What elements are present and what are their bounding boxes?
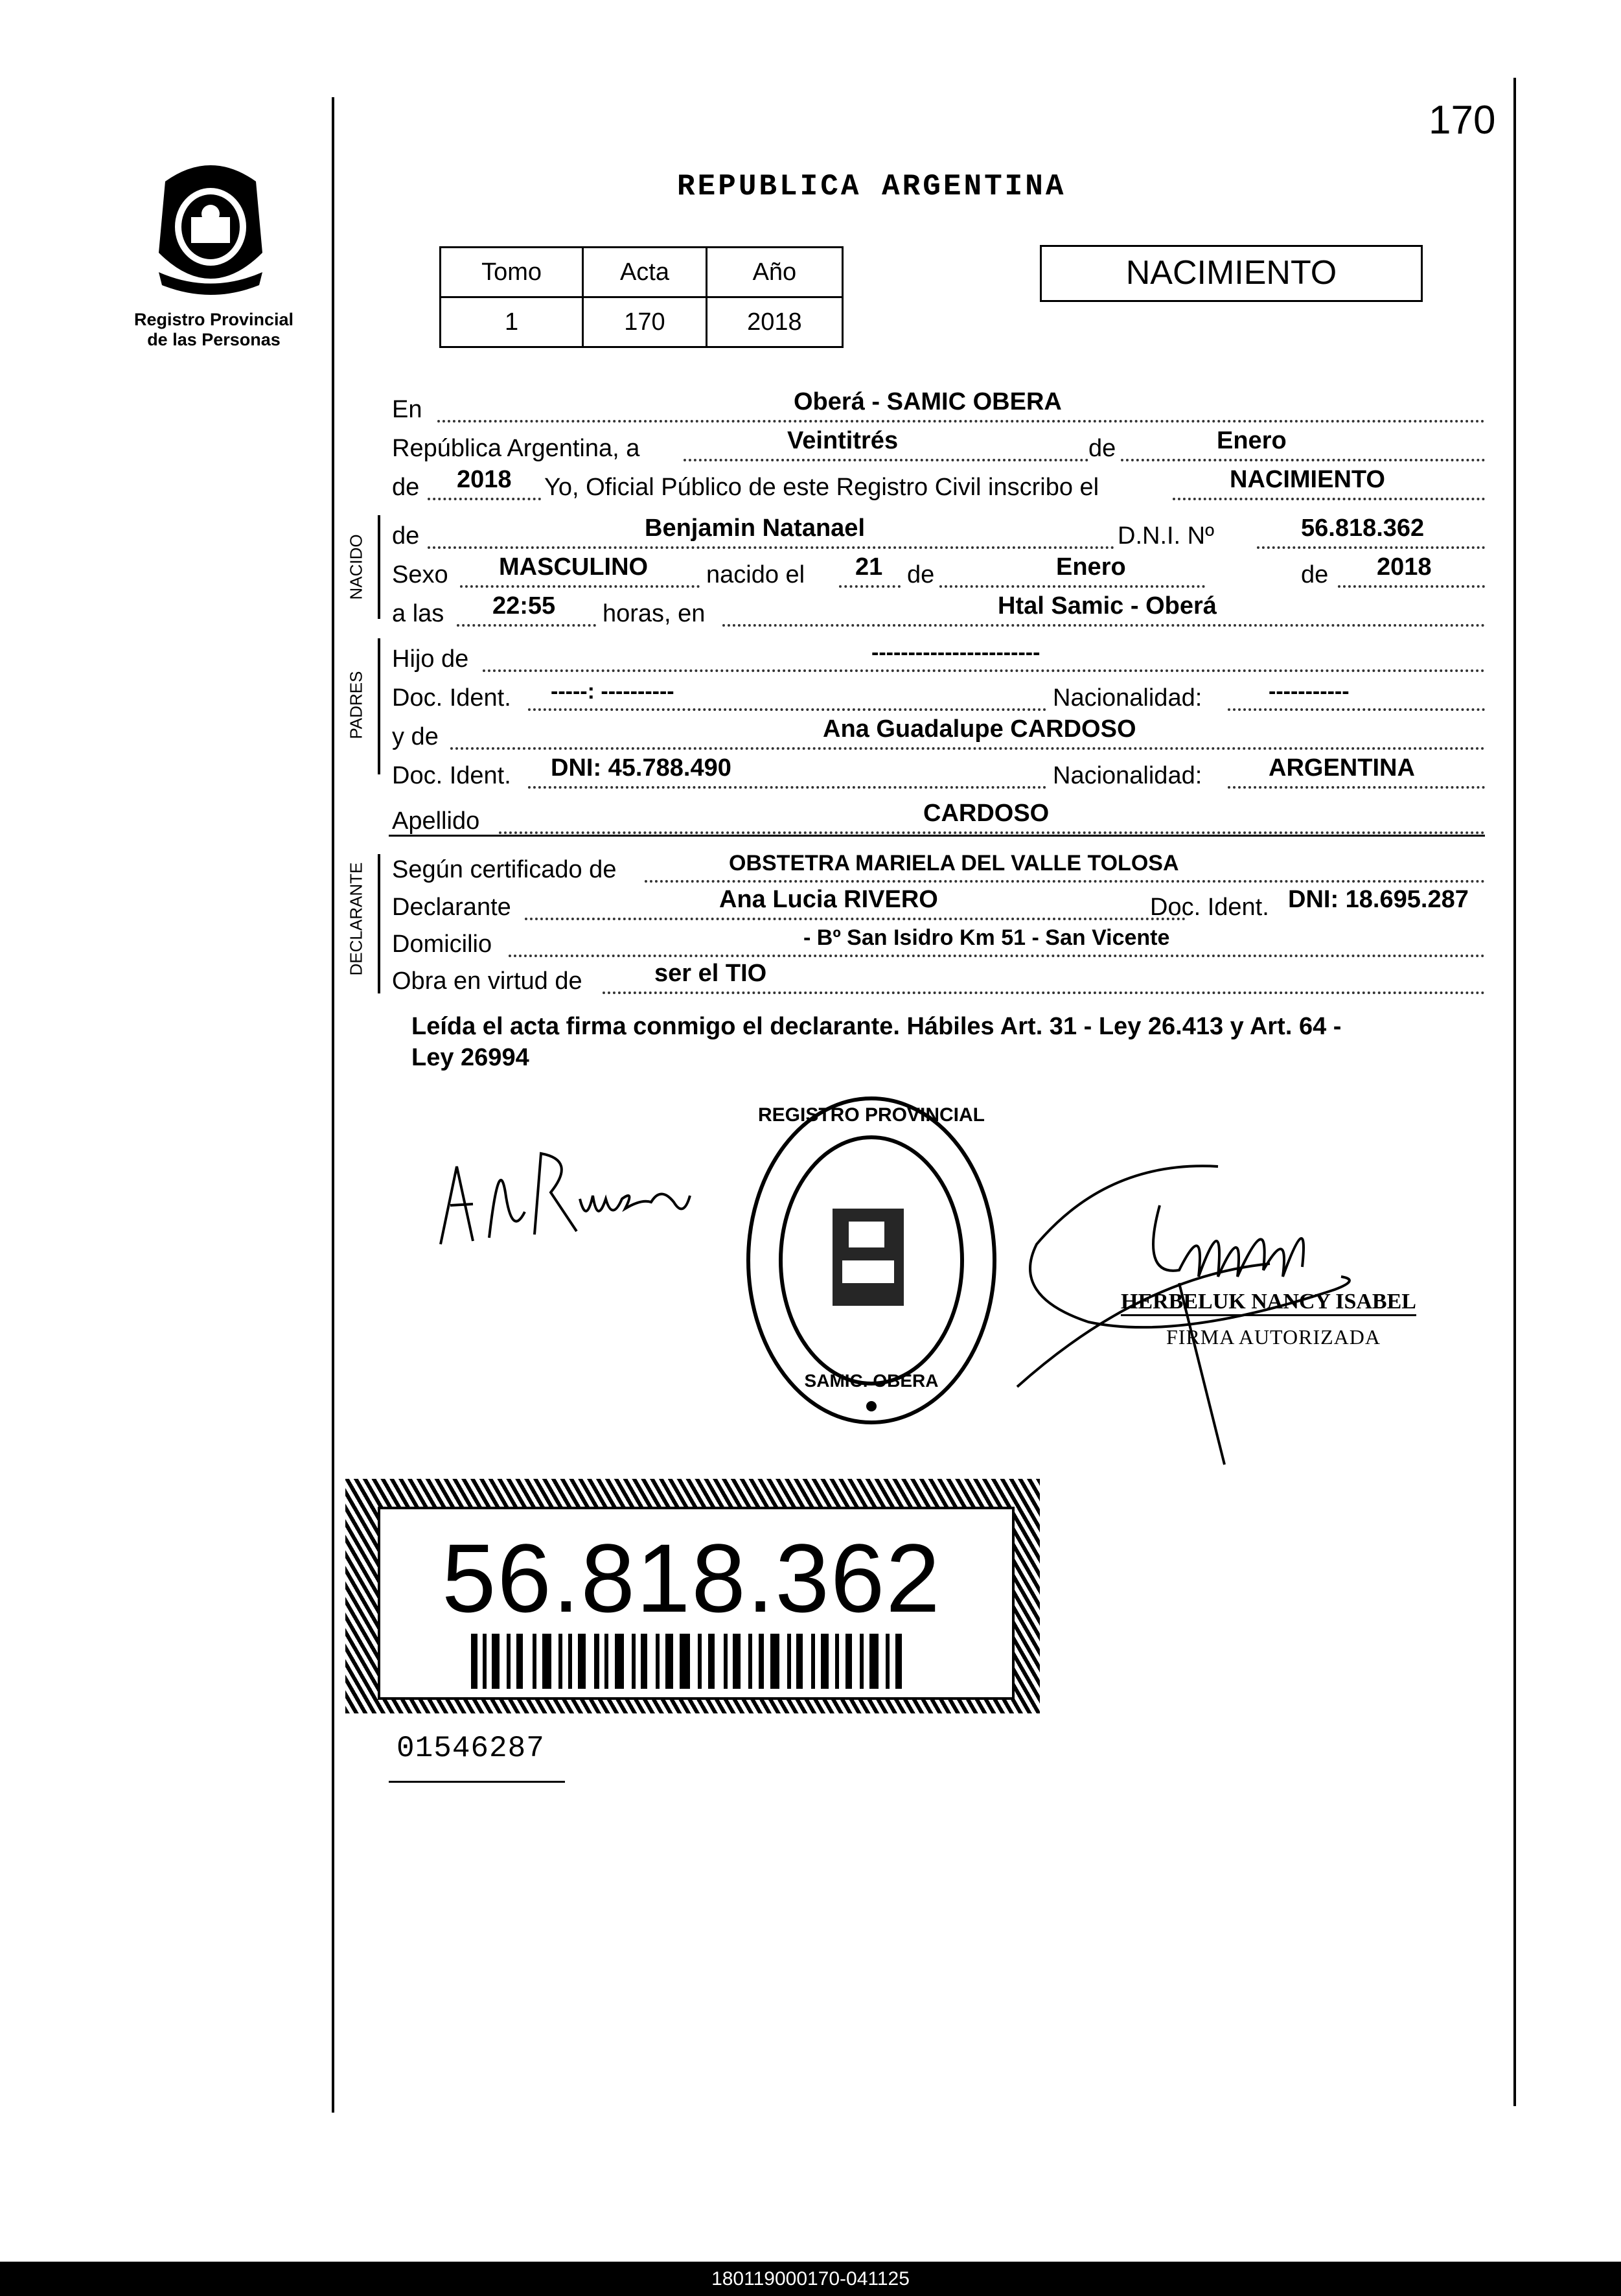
dotted-line (603, 991, 1485, 994)
value-birth-place: Htal Samic - Oberá (998, 592, 1217, 620)
dotted-line (645, 880, 1485, 883)
declarante-section-label: DECLARANTE (346, 862, 366, 976)
value-sexo: MASCULINO (499, 553, 649, 581)
officer-name: HERBELUK NANCY ISABEL (1121, 1290, 1416, 1316)
dotted-line (457, 624, 596, 627)
declarante-bracket (378, 854, 380, 993)
row-apellido (389, 800, 1485, 839)
svg-text:SAMIC. OBERA: SAMIC. OBERA (804, 1371, 939, 1391)
label-nacionalidad: Nacionalidad: (1053, 762, 1202, 789)
dotted-line (528, 708, 1046, 711)
label-obra-en-virtud: Obra en virtud de (392, 968, 582, 995)
padres-bracket (378, 638, 380, 774)
nacido-section-label: NACIDO (346, 534, 366, 600)
value-child-dni: 56.818.362 (1301, 515, 1425, 542)
barcode-bars (471, 1634, 912, 1689)
label-dni: D.N.I. Nº (1118, 522, 1214, 550)
table-header-acta: Acta (583, 248, 707, 297)
value-father: ----------------------- (871, 640, 1040, 665)
label-republica: República Argentina, a (392, 435, 640, 462)
label-de: de (1301, 561, 1329, 588)
value-address: - Bº San Isidro Km 51 - San Vicente (803, 925, 1170, 950)
label-doc-ident: Doc. Ident. (392, 684, 511, 712)
value-reason: ser el TIO (654, 960, 767, 987)
dotted-line (839, 585, 901, 588)
page-number: 170 (1429, 98, 1496, 143)
emblem-label-line2: de las Personas (147, 330, 281, 349)
label-horas: horas, en (603, 600, 706, 627)
closing-text (411, 1011, 1500, 1073)
label-y-de: y de (392, 723, 439, 750)
barcode-number: 56.818.362 (442, 1524, 941, 1632)
section-divider (389, 835, 1485, 837)
dotted-line (428, 546, 1114, 549)
label-domicilio: Domicilio (392, 931, 492, 958)
declarante-signature (428, 1128, 700, 1257)
dotted-line (1173, 498, 1485, 500)
table-value-tomo: 1 (441, 297, 583, 347)
label-hijo-de: Hijo de (392, 645, 469, 673)
row-father-doc (389, 677, 1485, 716)
row-nacido-hora (389, 593, 1485, 632)
value-father-nationality: ----------- (1269, 679, 1350, 704)
value-month: Enero (1217, 427, 1287, 454)
row-en (389, 389, 1485, 428)
dotted-line (684, 459, 1088, 461)
label-en: En (392, 396, 422, 423)
official-seal (732, 1082, 1017, 1439)
dotted-line (1228, 786, 1485, 789)
row-nacido-sexo (389, 554, 1485, 593)
dotted-line (460, 585, 700, 588)
label-apellido: Apellido (392, 807, 480, 835)
value-birth-month: Enero (1056, 553, 1126, 581)
dotted-line (528, 786, 1046, 789)
padres-section-label: PADRES (346, 671, 366, 739)
province-emblem (146, 156, 275, 298)
value-declarante-doc: DNI: 18.695.287 (1288, 886, 1469, 913)
label-nacionalidad: Nacionalidad: (1053, 684, 1202, 712)
value-day-words: Veintitrés (787, 427, 899, 454)
dotted-line (483, 669, 1485, 672)
value-apellido: CARDOSO (923, 800, 1050, 827)
row-y-de (389, 716, 1485, 755)
dotted-line (499, 831, 1485, 834)
closing-text-line2: Ley 26994 (411, 1044, 529, 1071)
table-value-acta: 170 (583, 297, 707, 347)
barcode-panel (378, 1507, 1015, 1700)
registry-table-values (441, 297, 843, 347)
label-doc-ident: Doc. Ident. (392, 762, 511, 789)
value-birth-year: 2018 (1377, 553, 1432, 581)
dotted-line (525, 918, 1186, 920)
serial-underline (389, 1781, 565, 1783)
value-time: 22:55 (492, 592, 556, 620)
value-record-type: NACIMIENTO (1230, 466, 1385, 493)
registry-table-header (441, 248, 843, 297)
footer-bar: 180119000170-041125 (0, 2262, 1621, 2296)
nacido-bracket (378, 515, 380, 619)
row-domicilio (389, 923, 1485, 962)
emblem-label-line1: Registro Provincial (133, 310, 294, 329)
dotted-line (450, 747, 1485, 750)
label-nacido-el: nacido el (706, 561, 805, 588)
officer-title: FIRMA AUTORIZADA (1166, 1325, 1381, 1349)
closing-text-line1: Leída el acta firma conmigo el declarante. Hábiles Art. 31 - Ley 26.413 y Art. 64 - (411, 1013, 1342, 1040)
label-de: de (1088, 435, 1116, 462)
record-type-box: NACIMIENTO (1040, 245, 1423, 302)
value-birth-day: 21 (855, 553, 883, 581)
label-inscribo: Yo, Oficial Público de este Registro Civil inscribo el (544, 474, 1099, 501)
row-declarante (389, 887, 1485, 925)
dotted-line (428, 498, 541, 500)
value-declarante-name: Ana Lucia RIVERO (719, 886, 938, 913)
right-margin-line (1513, 78, 1516, 2106)
value-certificate: OBSTETRA MARIELA DEL VALLE TOLOSA (729, 851, 1179, 875)
dotted-line (509, 955, 1485, 957)
label-declarante: Declarante (392, 894, 511, 921)
dotted-line (722, 624, 1485, 627)
registry-table (439, 246, 844, 348)
value-place: Oberá - SAMIC OBERA (794, 388, 1062, 415)
row-certificado (389, 849, 1485, 888)
dotted-line (1257, 546, 1485, 549)
page-title: REPUBLICA ARGENTINA (677, 170, 1066, 203)
label-de: de (392, 474, 420, 501)
value-mother-nationality: ARGENTINA (1269, 754, 1415, 782)
dotted-line (1338, 585, 1485, 588)
value-mother: Ana Guadalupe CARDOSO (823, 715, 1136, 743)
dotted-line (1228, 708, 1485, 711)
emblem-label (123, 310, 305, 350)
value-child-name: Benjamin Natanael (645, 515, 865, 542)
label-a-las: a las (392, 600, 444, 627)
label-doc-ident: Doc. Ident. (1150, 894, 1269, 921)
value-year: 2018 (457, 466, 512, 493)
row-nacido-nombre (389, 515, 1485, 554)
label-de: de (907, 561, 935, 588)
svg-text:REGISTRO PROVINCIAL: REGISTRO PROVINCIAL (757, 1104, 985, 1126)
serial-number: 01546287 (397, 1732, 545, 1765)
row-inscribo (389, 467, 1485, 505)
row-mother-doc (389, 755, 1485, 794)
table-header-tomo: Tomo (441, 248, 583, 297)
dotted-line (939, 585, 1205, 588)
value-father-doc: -----: ---------- (551, 679, 674, 704)
row-fecha (389, 428, 1485, 467)
dotted-line (1121, 459, 1485, 461)
value-mother-doc: DNI: 45.788.490 (551, 754, 731, 782)
table-value-ano: 2018 (706, 297, 842, 347)
row-hijo-de (389, 638, 1485, 677)
label-de: de (392, 522, 420, 550)
table-header-ano: Año (706, 248, 842, 297)
label-segun-certificado: Según certificado de (392, 856, 617, 883)
row-obra-en-virtud (389, 960, 1485, 999)
dotted-line (437, 420, 1485, 423)
left-margin-line (332, 97, 334, 2113)
label-sexo: Sexo (392, 561, 448, 588)
